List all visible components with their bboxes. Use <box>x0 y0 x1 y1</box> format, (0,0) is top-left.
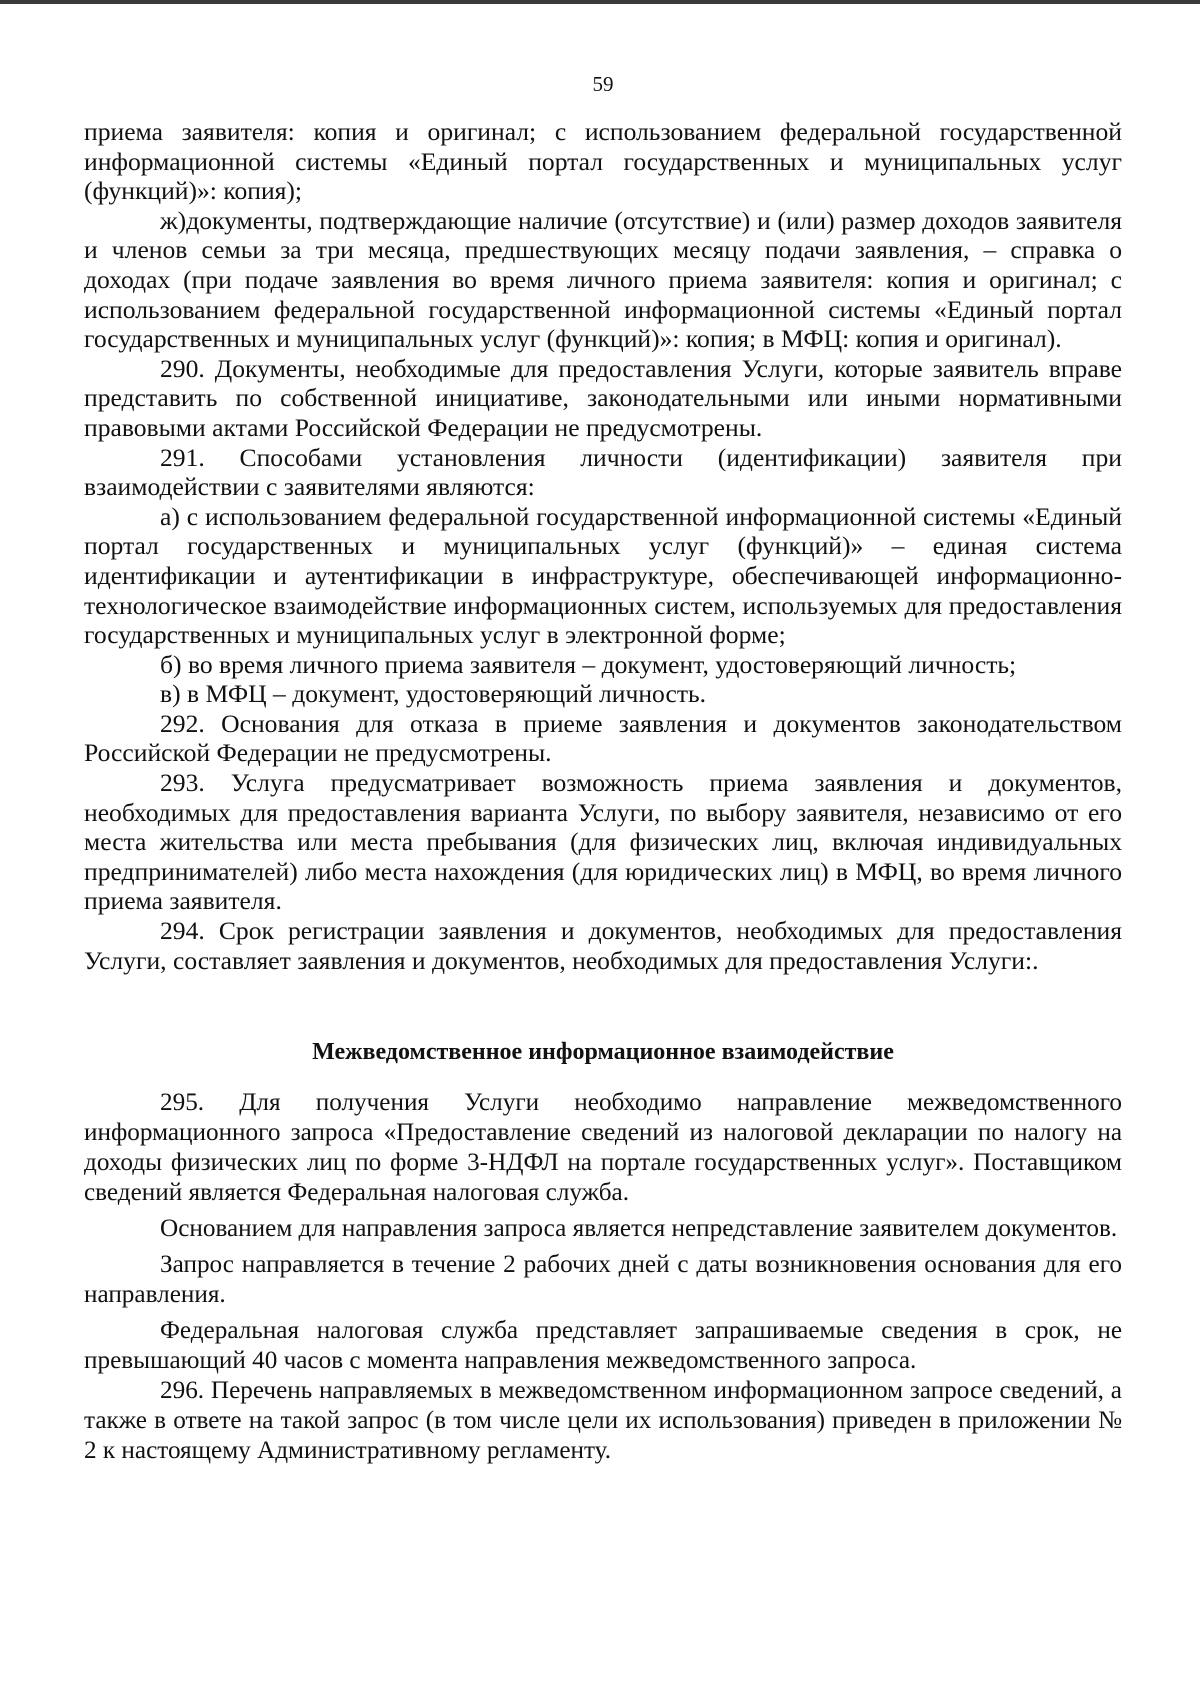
paragraph-291-b: б) во время личного приема заявителя – документ, удостоверяющий личность; <box>160 649 1017 679</box>
paragraph-291: 291. Способами установления личности (идентификации) заявителя при взаимодействии с заявителями являются: <box>84 442 1122 502</box>
top-border-line <box>0 0 1200 4</box>
page-number: 59 <box>592 72 614 96</box>
paragraph-290: 290. Документы, необходимые для предоставления Услуги, которые заявитель вправе представить по собственной инициативе, законодательными или иными нормативными правовыми актами Российской Федерации не предусмотрены. <box>84 353 1122 442</box>
paragraph-item-zh: ж)документы, подтверждающие наличие (отсутствие) и (или) размер доходов заявителя и членов семьи за три месяца, предшествующих месяцу подачи заявления, – справка о доходах (при подаче заявления во время личного приема заявителя: копия и оригинал; с использованием федеральной государственной информационной системы «Единый портал государственных и муниципальных услуг (функций)»: копия; в МФЦ: копия и оригинал). <box>84 205 1122 354</box>
paragraph-293: 293. Услуга предусматривает возможность приема заявления и документов, необходимых для предоставления варианта Услуги, по выбору заявителя, независимо от его места жительства или места пребывания (для физических лиц, включая индивидуальных предпринимателей) либо места нахождения (для юридических лиц) в МФЦ, во время личного приема заявителя. <box>84 768 1122 916</box>
paragraph-292: 292. Основания для отказа в приеме заявления и документов законодательством Российской Федерации не предусмотрены. <box>84 708 1122 768</box>
paragraph-291-v: в) в МФЦ – документ, удостоверяющий личность. <box>160 679 707 709</box>
main-text <box>84 117 1122 975</box>
section-text <box>84 1088 1122 1466</box>
paragraph-296: 296. Перечень направляемых в межведомственном информационном запросе сведений, а также в ответе на такой запрос (в том числе цели их использования) приведен в приложении № 2 к настоящему Административному регламенту. <box>84 1377 1122 1465</box>
document-page <box>84 72 1122 1466</box>
paragraph-295-basis: Основанием для направления запроса является непредставление заявителем документов. <box>160 1215 1118 1243</box>
paragraph-291-a: а) с использованием федеральной государственной информационной системы «Единый портал государственных и муниципальных услуг (функций)» – единая система идентификации и аутентификации в инфраструктуре, обеспечивающей информационно-технологическое взаимодействие информационных систем, используемых для предоставления государственных и муниципальных услуг в электронной форме; <box>84 501 1122 650</box>
paragraph-294: 294. Срок регистрации заявления и документов, необходимых для предоставления Услуги, составляет заявления и документов, необходимых для предоставления Услуги:. <box>84 916 1122 975</box>
paragraph-295-response: Федеральная налоговая служба представляет запрашиваемые сведения в срок, не превышающий 40 часов с момента направления межведомственного запроса. <box>84 1317 1122 1375</box>
paragraph-295: 295. Для получения Услуги необходимо направление межведомственного информационного запроса «Предоставление сведений из налоговой декларации по налогу на доходы физических лиц по форме 3-НДФЛ на портале государственных услуг». Поставщиком сведений является Федеральная налоговая служба. <box>84 1089 1122 1207</box>
paragraph-295-timing: Запрос направляется в течение 2 рабочих дней с даты возникновения основания для его направления. <box>84 1251 1122 1309</box>
paragraph-continuation: приема заявителя: копия и оригинал; с использованием федеральной государственной информационной системы «Единый портал государственных и муниципальных услуг (функций)»: копия); <box>84 117 1122 206</box>
section-heading: Межведомственное информационное взаимодействие <box>312 1039 894 1066</box>
